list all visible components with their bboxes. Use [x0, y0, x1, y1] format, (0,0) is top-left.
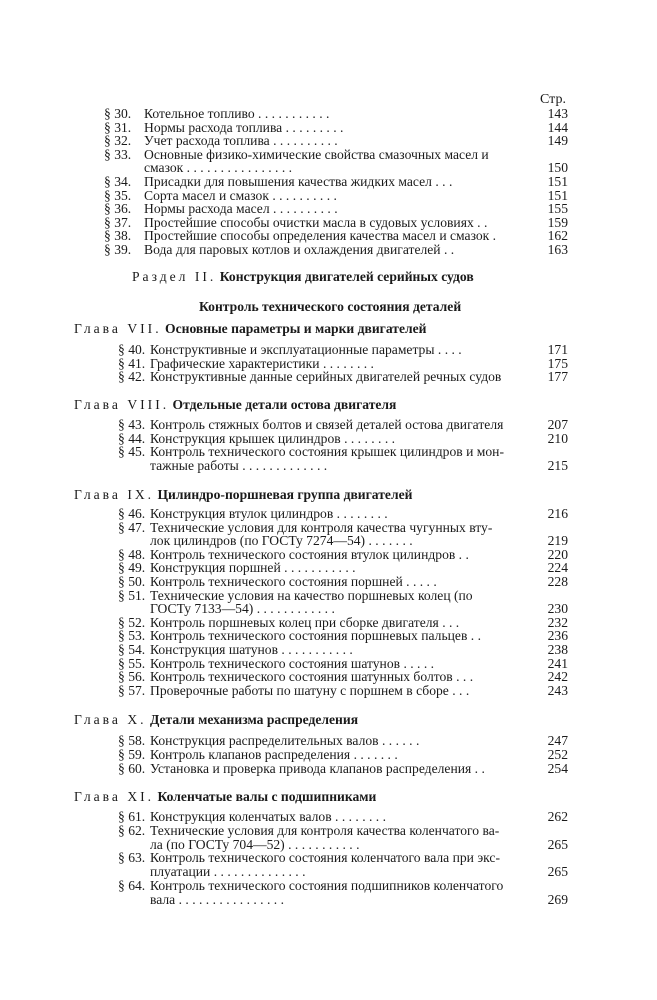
section-heading: [132, 270, 474, 284]
section-number: § 35.: [104, 187, 132, 203]
chapter-heading: [74, 790, 376, 804]
leader-dots: . . . . . . . . .: [282, 119, 344, 135]
leader-dots: . . . . .: [402, 574, 437, 589]
page-number: 215: [547, 457, 568, 473]
toc-entry-text: Присадки для повышения качества жидких масел: [144, 174, 432, 189]
heading-title: Конструкция двигателей серийных судов: [219, 269, 474, 284]
toc-entry-text: Проверочные работы по шатуну с поршнем в сборе: [150, 682, 449, 698]
toc-entry-text: Установка и проверка привода клапанов распределения: [150, 760, 472, 776]
leader-dots: . . . .: [434, 342, 462, 357]
leader-dots: . . .: [431, 174, 453, 189]
page-number: 207: [547, 417, 568, 432]
toc-entry-text: Графические характеристики: [150, 355, 320, 371]
heading-title: Коленчатые валы с подшипниками: [157, 789, 377, 804]
section-number: § 48.: [118, 546, 146, 562]
section-number: § 58.: [118, 733, 146, 748]
toc-entry-title: [150, 684, 469, 698]
toc-entry-text: Нормы расхода масел: [144, 201, 270, 217]
section-number: § 55.: [118, 655, 146, 671]
leader-dots: . . . . . . . . . . . . . .: [210, 864, 306, 880]
toc-entry-text: Технические условия для контроля качества чугунных вту-: [150, 519, 493, 535]
section-number: § 64.: [118, 878, 146, 893]
section-number: § 62.: [118, 822, 146, 838]
toc-entry-text: Конструкция втулок цилиндров: [150, 506, 334, 521]
section-number: § 45.: [118, 444, 146, 460]
toc-entry-text: лок цилиндров (по ГОСТу 7274—54): [150, 533, 366, 549]
toc-entry-text: ла (по ГОСТу 704—52): [150, 836, 285, 852]
section-number: § 38.: [104, 228, 132, 244]
leader-dots: . . . . . . . . . . . . . . . .: [175, 891, 284, 907]
section-number: § 56.: [118, 669, 146, 685]
section-number: § 61.: [118, 809, 146, 824]
page-number: 219: [547, 533, 568, 549]
leader-dots: . . .: [448, 682, 470, 698]
section-number: § 59.: [118, 746, 146, 762]
heading-prefix: Глава IX.: [74, 487, 155, 502]
leader-dots: . . . . . . . . . . .: [280, 560, 356, 576]
page-number: 150: [547, 160, 568, 176]
leader-dots: . .: [471, 760, 485, 776]
toc-entry-text: Конструктивные данные серийных двигателей речных судов: [150, 369, 502, 385]
section-number: § 54.: [118, 642, 146, 657]
toc-entry-text: Технические условия для контроля качества коленчатого ва-: [150, 822, 500, 838]
chapter-heading: [74, 398, 396, 412]
page-column-header: Стр.: [540, 92, 566, 107]
toc-entry-text: тажные работы: [150, 457, 239, 473]
page-number: 265: [547, 864, 568, 880]
toc-entry-title: [144, 243, 454, 257]
section-number: § 31.: [104, 119, 132, 135]
chapter-heading: [74, 322, 427, 336]
page-number: 149: [547, 133, 568, 149]
page-number: 155: [547, 201, 568, 217]
heading-prefix: Глава X.: [74, 712, 147, 727]
section-number: § 40.: [118, 342, 146, 357]
page-number: 247: [547, 733, 568, 748]
leader-dots: . . . . . . . . . . .: [284, 836, 360, 852]
leader-dots: . .: [455, 546, 469, 562]
page-number: 224: [547, 560, 568, 576]
page-number: 243: [547, 682, 568, 698]
page-number: 238: [547, 642, 568, 657]
toc-entry-text: Контроль технического состояния подшипников коленчатого: [150, 878, 504, 893]
toc-entry-text: Учет расхода топлива: [144, 133, 270, 149]
leader-dots: . . . . . . . .: [333, 506, 388, 521]
section-number: § 44.: [118, 430, 146, 446]
toc-entry-text: Конструкция крышек цилиндров: [150, 430, 341, 446]
section-number: § 39.: [104, 242, 132, 257]
toc-entry-text: Основные физико-химические свойства смазочных масел и: [144, 146, 489, 162]
leader-dots: . . . . . . . . . .: [269, 201, 338, 217]
page-number: 210: [547, 430, 568, 446]
toc-entry-text: Конструкция коленчатых валов: [150, 809, 332, 824]
toc-entry-text: Конструкция распределительных валов: [150, 733, 379, 748]
toc-entry-text: Контроль технического состояния поршней: [150, 574, 403, 589]
toc-entry-title: [150, 459, 327, 473]
page-number: 216: [547, 506, 568, 521]
leader-dots: . . . . . . . . . . . . . . . .: [183, 160, 293, 176]
section-number: § 51.: [118, 587, 146, 603]
leader-dots: . . . . . . . . . .: [268, 187, 337, 203]
section-number: § 34.: [104, 174, 132, 189]
toc-entry-title: [150, 762, 485, 776]
section-number: § 50.: [118, 574, 146, 589]
heading-prefix: Глава VII.: [74, 321, 162, 336]
leader-dots: . .: [440, 242, 455, 257]
toc-entry-text: Простейшие способы определения качества масел и смазок: [144, 228, 490, 244]
leader-dots: . . . . . . . . . . .: [278, 642, 353, 657]
chapter-heading: [74, 713, 358, 727]
toc-entry-text: Технические условия на качество поршневых колец (по: [150, 587, 473, 603]
toc-entry-text: Контроль технического состояния поршневых пальцев: [150, 628, 468, 644]
section-number: § 46.: [118, 506, 146, 521]
page-number: 151: [547, 174, 568, 189]
page-number: 177: [547, 369, 568, 385]
toc-entry-text: смазок: [144, 160, 184, 176]
section-number: § 41.: [118, 355, 146, 371]
leader-dots: . . . . . . . . . . . . .: [238, 457, 328, 473]
toc-entry-text: плуатации: [150, 864, 211, 880]
leader-dots: . . . . . . . .: [331, 809, 386, 824]
leader-dots: . . . . . . . . . . . .: [253, 601, 335, 617]
section-number: § 52.: [118, 614, 146, 630]
toc-entry-text: Конструктивные и эксплуатационные параметры: [150, 342, 435, 357]
heading-title: Отдельные детали остова двигателя: [172, 397, 397, 412]
leader-dots: . . . . . . .: [350, 746, 398, 762]
chapter-heading: [74, 488, 412, 502]
section-number: § 36.: [104, 201, 132, 217]
section-number: § 57.: [118, 682, 146, 698]
page-number: 175: [547, 355, 568, 371]
section-number: § 49.: [118, 560, 146, 576]
leader-dots: . .: [467, 628, 481, 644]
toc-entry-text: Конструкция поршней: [150, 560, 281, 576]
toc-entry-text: ГОСТу 7133—54): [150, 601, 254, 617]
page-number: 254: [547, 760, 568, 776]
leader-dots: . . . . . . .: [365, 533, 413, 549]
page-number: 269: [547, 891, 568, 907]
heading-prefix: Раздел II.: [132, 269, 217, 284]
subsection-heading: Контроль технического состояния деталей: [199, 299, 462, 314]
leader-dots: . . . . . . . . . .: [269, 133, 338, 149]
leader-dots: .: [489, 228, 497, 244]
toc-entry-text: Вода для паровых котлов и охлаждения двигателей: [144, 242, 441, 257]
heading-title: Детали механизма распределения: [149, 712, 359, 727]
leader-dots: . . . . .: [400, 655, 435, 671]
toc-entry-text: Контроль технического состояния шатунов: [150, 655, 401, 671]
page-number: 162: [547, 228, 568, 244]
toc-entry-text: вала: [150, 891, 176, 907]
toc-entry-text: Контроль технического состояния коленчатого вала при экс-: [150, 850, 500, 866]
toc-entry-title: [150, 370, 501, 384]
section-number: § 47.: [118, 519, 146, 535]
section-number: § 60.: [118, 760, 146, 776]
section-number: § 33.: [104, 146, 132, 162]
page-number: 143: [547, 106, 568, 121]
page-number: 242: [547, 669, 568, 685]
section-number: § 42.: [118, 369, 146, 385]
page-number: 252: [547, 746, 568, 762]
section-number: § 53.: [118, 628, 146, 644]
page-number: 171: [547, 342, 568, 357]
toc-entry-text: Контроль технического состояния крышек цилиндров и мон-: [150, 444, 504, 460]
section-number: § 32.: [104, 133, 132, 149]
toc-entry-text: Контроль технического состояния втулок цилиндров: [150, 546, 456, 562]
heading-prefix: Глава XI.: [74, 789, 155, 804]
leader-dots: . . . . . . . .: [340, 430, 396, 446]
section-number: § 30.: [104, 106, 132, 121]
page-number: 232: [547, 614, 568, 630]
page-number: 262: [547, 809, 568, 824]
toc-entry-text: Контроль технического состояния шатунных болтов: [150, 669, 453, 685]
leader-dots: . . . . . . . .: [319, 355, 374, 371]
leader-dots: . . . . . .: [378, 733, 420, 748]
toc-entry-text: Конструкция шатунов: [150, 642, 279, 657]
toc-entry-title: [150, 893, 284, 907]
page-number: 220: [547, 546, 568, 562]
page-number: 230: [547, 601, 568, 617]
toc-entry-text: Сорта масел и смазок: [144, 187, 269, 203]
page-number: 151: [547, 187, 568, 203]
page-number: 159: [547, 214, 568, 230]
leader-dots: . .: [473, 214, 488, 230]
section-number: § 43.: [118, 417, 146, 432]
toc-entry-text: Простейшие способы очистки масла в судовых условиях: [144, 214, 474, 230]
leader-dots: . . .: [438, 614, 460, 630]
toc-entry-text: Контроль стяжных болтов и связей деталей остова двигателя: [150, 417, 504, 432]
leader-dots: . . .: [452, 669, 474, 685]
toc-entry-text: Котельное топливо: [144, 106, 255, 121]
page-number: 236: [547, 628, 568, 644]
page-number: 163: [547, 242, 568, 257]
page-number: 228: [547, 574, 568, 589]
heading-prefix: Глава VIII.: [74, 397, 170, 412]
toc-entry-text: Контроль клапанов распределения: [150, 746, 351, 762]
toc-entry-text: Контроль поршневых колец при сборке двигателя: [150, 614, 439, 630]
page-number: 144: [547, 119, 568, 135]
leader-dots: . . . . . . . . . . .: [254, 106, 330, 121]
heading-title: Цилиндро-поршневая группа двигателей: [157, 487, 413, 502]
section-number: § 63.: [118, 850, 146, 866]
page-number: 265: [547, 836, 568, 852]
toc-entry-text: Нормы расхода топлива: [144, 119, 283, 135]
page-number: 241: [547, 655, 568, 671]
heading-title: Основные параметры и марки двигателей: [165, 321, 427, 336]
section-number: § 37.: [104, 214, 132, 230]
